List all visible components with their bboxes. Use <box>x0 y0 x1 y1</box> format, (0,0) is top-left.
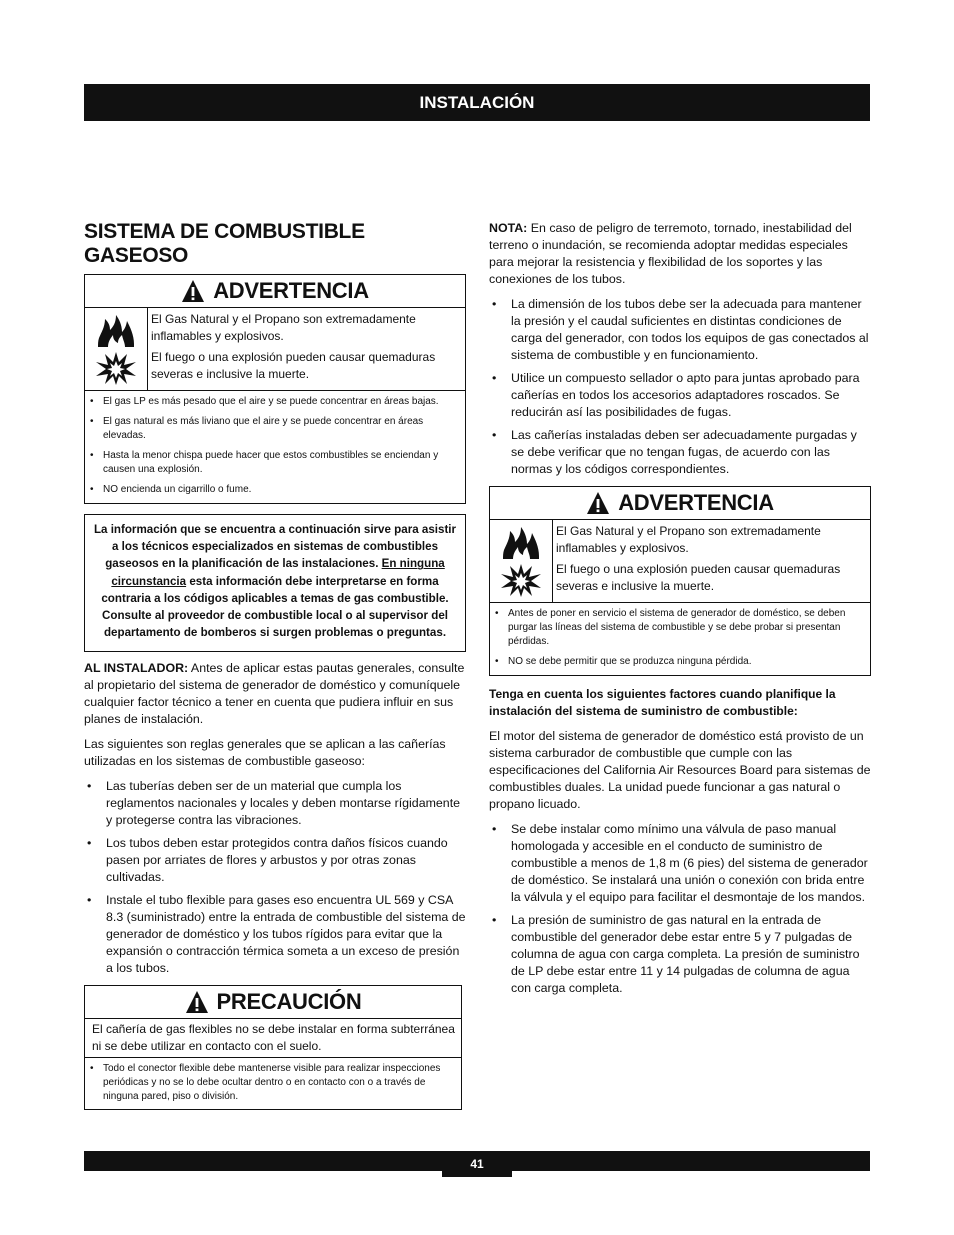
list-item: • Todo el conector flexible debe mantenerse visible para realizar inspecciones periódicas y no se lo debe ocultar dentro o en contacto con o a través de ninguna pared, piso o división. <box>89 1062 453 1104</box>
warning-triangle-icon <box>586 491 610 515</box>
list-item: • Hasta la menor chispa puede hacer que estos combustibles se enciendan y causen una explosión. <box>89 449 457 477</box>
warning-text-1: El Gas Natural y el Propano son extremadamente inflamables y explosivos. <box>556 524 821 555</box>
caution-bullets <box>85 1058 461 1109</box>
hazard-icons <box>85 308 148 390</box>
installer-text: Antes de aplicar estas pautas generales, consulte al propietario del sistema de generador de doméstico y comuníquele cualquier factor técnico a tener en cuenta que pudiera influir en sus planes de instalación. <box>84 661 465 727</box>
fire-icon <box>499 525 543 561</box>
list-item: • Se debe instalar como mínimo una válvula de paso manual homologada y accesible en el conducto de suministro de combustible a menos de 1,8 m (6 pies) del sistema de generador de doméstico. Se instalará una unión o conexión con brida entre la válvula y el equipo para facilitar el desmontaje de los mandos. <box>489 821 871 906</box>
info-underlined: En ninguna circunstancia <box>111 557 445 588</box>
warning-title: ADVERTENCIA <box>618 490 774 515</box>
warning-text-2: El fuego o una explosión pueden causar quemaduras severas e inclusive la muerte. <box>151 350 436 381</box>
info-text-2: esta información debe interpretarse en forma contraria a los códigos aplicables a temas de gas combustible. Consulte al proveedor de combustible local o al supervisor del departamento de bomberos si surgen problemas o preguntas. <box>101 574 449 640</box>
warning-title: ADVERTENCIA <box>213 278 369 303</box>
list-item: • NO encienda un cigarrillo o fume. <box>89 483 457 497</box>
list-item: • Los tubos deben estar protegidos contra daños físicos cuando pasen por arriates de flores y arbustos y por otras zonas cultivadas. <box>84 835 466 886</box>
explosion-icon <box>94 350 138 386</box>
warning-text <box>553 520 870 602</box>
warning-box-2 <box>489 486 871 676</box>
fire-icon <box>94 313 138 349</box>
warning-triangle-icon <box>181 279 205 303</box>
list-item: • Las tuberías deben ser de un material que cumpla los reglamentos nacionales y locales y deben montarse rígidamente y protegerse contra las vibraciones. <box>84 778 466 829</box>
caution-text: El cañería de gas flexibles no se debe instalar en forma subterránea ni se debe utilizar en contacto con el suelo. <box>85 1019 461 1058</box>
warning-bullets <box>490 603 870 675</box>
warning-text-2: El fuego o una explosión pueden causar quemaduras severas e inclusive la muerte. <box>556 562 841 593</box>
explosion-icon <box>499 562 543 598</box>
right-column <box>489 220 871 1005</box>
note-label: NOTA: <box>489 221 528 235</box>
list-item: • Las cañerías instaladas deben ser adecuadamente purgadas y se debe verificar que no tengan fugas, de acuerdo con las normas y los códigos correspondientes. <box>489 427 871 478</box>
engine-paragraph: El motor del sistema de generador de doméstico está provisto de un sistema carburador de combustible que cumple con las especificaciones del California Air Resources Board para sistemas de combustibles duales. La unidad puede funcionar a gas natural o propano licuado. <box>489 729 871 811</box>
list-item: • Instale el tubo flexible para gases eso encuentra UL 569 y CSA 8.3 (suministrado) entre la entrada de combustible del sistema de generador de doméstico y los tubos rígidos para evitar que la expansión o contracción térmica someta a un exceso de presión a los tubos. <box>84 892 466 977</box>
list-item: • La dimensión de los tubos debe ser la adecuada para mantener la presión y el caudal suficientes en distintas condiciones de carga del generador, con todos los equipos de gas conectados al sistema de combustible y en funcionamiento. <box>489 296 871 364</box>
list-item: • Antes de poner en servicio el sistema de generador de doméstico, se deben purgar las líneas del sistema de combustible y se debe probar si presentan pérdidas. <box>494 607 862 649</box>
pipe-list <box>489 296 871 478</box>
info-box <box>84 514 466 652</box>
installer-paragraph <box>84 660 466 728</box>
note-paragraph <box>489 220 871 288</box>
warning-text <box>148 308 465 390</box>
list-item: • El gas natural es más liviano que el aire y se puede concentrar en áreas elevadas. <box>89 415 457 443</box>
warning-text-1: El Gas Natural y el Propano son extremadamente inflamables y explosivos. <box>151 312 416 343</box>
warning-triangle-icon <box>185 990 209 1014</box>
supply-list <box>489 821 871 997</box>
warning-header <box>85 275 465 308</box>
list-item: • La presión de suministro de gas natural en la entrada de combustible del generador debe estar entre 5 y 7 pulgadas de columna de agua con carga completa. La presión de suministro de LP debe estar entre 11 y 14 pulgadas de columna de agua con carga completa. <box>489 912 871 997</box>
warning-header <box>490 487 870 520</box>
note-text: En caso de peligro de terremoto, tornado, inestabilidad del terreno o inundación, se recomienda adoptar medidas especiales para mejorar la resistencia y flexibilidad de los soportes y las conexiones de los tubos. <box>489 221 852 286</box>
section-title: SISTEMA DE COMBUSTIBLE GASEOSO <box>84 220 365 267</box>
caution-header <box>85 986 461 1019</box>
rules-intro: Las siguientes son reglas generales que se aplican a las cañerías utilizadas en los sistemas de combustible gaseoso: <box>84 737 446 769</box>
info-text-1: La información que se encuentra a continuación sirve para asistir a los técnicos especializados en sistemas de combustibles gaseosos en la planificación de las instalaciones. <box>93 523 457 571</box>
section-header-bar <box>84 84 870 121</box>
installer-label: AL INSTALADOR: <box>84 661 189 676</box>
warning-bullets <box>85 391 465 503</box>
list-item: • Utilice un compuesto sellador o apto para juntas aprobado para cañerías en todos los accesorios adaptadores roscados. Se reducirán así las posibilidades de fugas. <box>489 370 871 421</box>
page-number <box>442 1151 512 1177</box>
caution-box <box>84 985 462 1110</box>
rules-list <box>84 778 466 977</box>
warning-body <box>85 308 465 391</box>
warning-body <box>490 520 870 603</box>
warning-box-1 <box>84 274 466 504</box>
factors-heading: Tenga en cuenta los siguientes factores cuando planifique la instalación del sistema de suministro de combustible: <box>489 687 836 718</box>
page-number-text: 41 <box>470 1157 484 1171</box>
section-header-title: INSTALACIÓN <box>419 92 535 112</box>
left-column <box>84 220 466 1120</box>
caution-title: PRECAUCIÓN <box>216 989 362 1015</box>
list-item: • El gas LP es más pesado que el aire y se puede concentrar en áreas bajas. <box>89 395 457 409</box>
list-item: • NO se debe permitir que se produzca ninguna pérdida. <box>494 655 862 669</box>
hazard-icons <box>490 520 553 602</box>
